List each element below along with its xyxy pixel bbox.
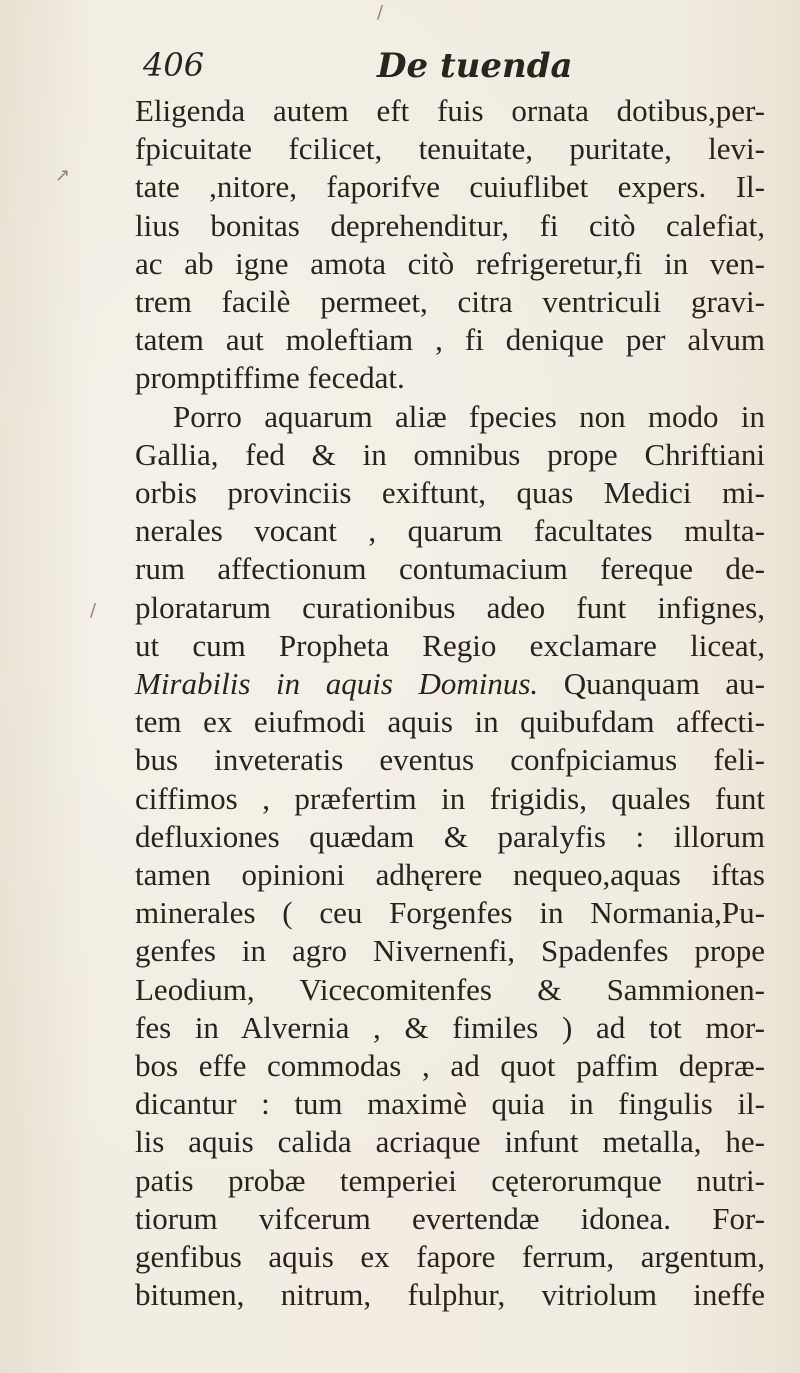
text-line: defluxiones quædam & paralyfis : illorum	[135, 818, 765, 854]
text-line: tiorum vifcerum evertendæ idonea. For-	[135, 1200, 765, 1236]
text-line: Leodium, Vicecomitenfes & Sammionen-	[135, 971, 765, 1007]
text-line: ciffimos , præfertim in frigidis, quales funt	[135, 780, 765, 816]
text-line: ut cum Propheta Regio exclamare liceat,	[135, 627, 765, 663]
text-line: bus inveteratis eventus confpiciamus feli-	[135, 742, 765, 778]
text-line: bos effe commodas , ad quot paffim depræ-	[135, 1048, 765, 1084]
text-line: lis aquis calida acriaque infunt metalla, he-	[135, 1124, 765, 1160]
text-line: genfibus aquis ex fapore ferrum, argentum,	[135, 1239, 765, 1275]
text-line: tem ex eiufmodi aquis in quibufdam affecti-	[135, 704, 765, 740]
text-line: tate ,nitore, faporifve cuiuflibet expers. Il-	[135, 169, 765, 205]
text-line: lius bonitas deprehenditur, fi citò calefiat,	[135, 207, 765, 243]
text-line	[135, 665, 765, 703]
text-line: tamen opinioni adhęrere nequeo,aquas iftas	[135, 857, 765, 893]
text-line: promptiffime fecedat.	[135, 360, 405, 396]
text-line: patis probæ temperiei cęterorumque nutri-	[135, 1162, 765, 1198]
text-line: nerales vocant , quarum facultates multa-	[135, 513, 765, 549]
text-line: tatem aut moleftiam , fi denique per alvum	[135, 322, 765, 358]
body-text	[135, 92, 765, 1315]
text-line: Porro aquarum aliæ fpecies non modo in	[173, 398, 765, 434]
italic-quotation: Mirabilis in aquis Dominus.	[135, 666, 539, 702]
text-line: orbis provinciis exiftunt, quas Medici mi-	[135, 475, 765, 511]
text-line: ploratarum curationibus adeo funt infignes,	[135, 589, 765, 625]
text-line: genfes in agro Nivernenfi, Spadenfes prope	[135, 933, 765, 969]
page-number: 406	[143, 46, 205, 84]
text-segment: Quanquam au-	[538, 666, 765, 702]
text-line: ac ab igne amota citò refrigeretur,fi in ven-	[135, 245, 765, 281]
running-head: De tuenda	[377, 46, 573, 86]
text-line: fpicuitate fcilicet, tenuitate, puritate, levi-	[135, 131, 765, 167]
text-line: dicantur : tum maximè quia in fingulis il-	[135, 1086, 765, 1122]
text-line: Eligenda autem eft fuis ornata dotibus,per-	[135, 93, 765, 128]
text-line: minerales ( ceu Forgenfes in Normania,Pu-	[135, 895, 765, 931]
text-line: Gallia, fed & in omnibus prope Chriftiani	[135, 436, 765, 472]
text-line: rum affectionum contumacium fereque de-	[135, 551, 765, 587]
margin-mark-bottom-left: /	[90, 600, 97, 621]
text-line: trem facilè permeet, citra ventriculi gravi-	[135, 284, 765, 320]
margin-mark-top: /	[377, 2, 384, 23]
text-line: fes in Alvernia , & fimiles ) ad tot mor-	[135, 1009, 765, 1045]
page-header	[0, 46, 800, 96]
text-line: bitumen, nitrum, fulphur, vitriolum ineffe	[135, 1277, 765, 1313]
margin-mark-left: ↗	[55, 165, 71, 186]
